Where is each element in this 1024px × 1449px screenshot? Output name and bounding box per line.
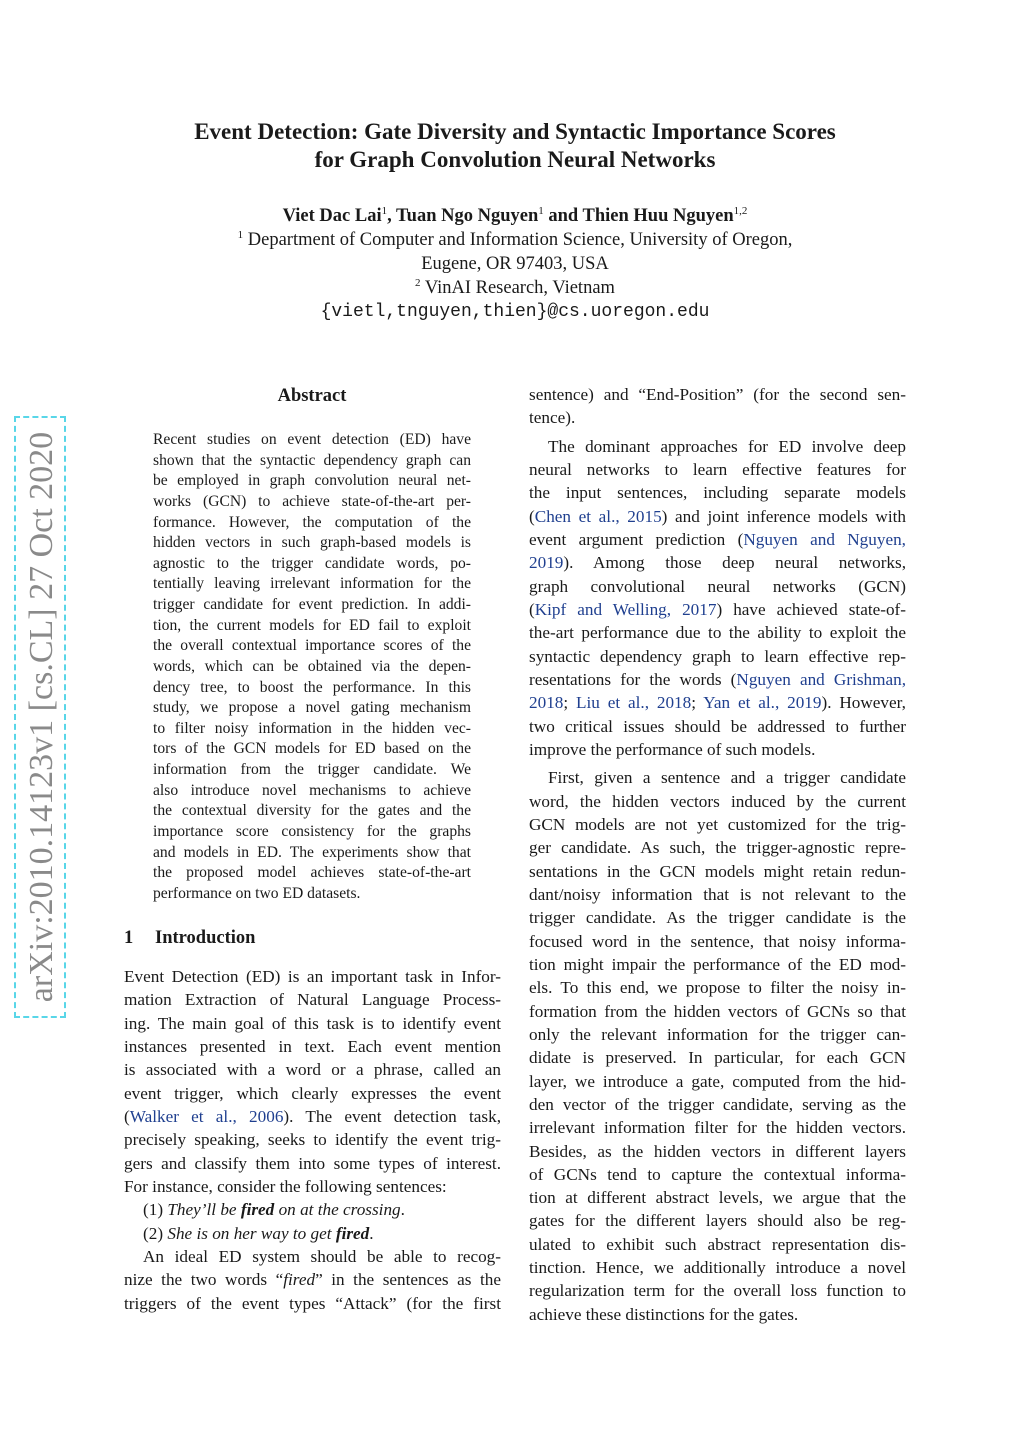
author-emails: {vietl,tnguyen,thien}@cs.uoregon.edu: [320, 302, 710, 322]
body-line: mation Extraction of Natural Language Process-: [124, 990, 501, 1010]
abstract-line: words, which can be obtained via the depen-: [153, 657, 471, 675]
body-line: den vector of the trigger candidate, serving as the: [529, 1094, 906, 1114]
abstract-line: agnostic to the trigger candidate words, po-: [153, 554, 471, 572]
citation-link[interactable]: Nguyen and Nguyen,: [743, 529, 906, 549]
abstract-line: formance. However, the computation of the: [153, 513, 471, 531]
citation-link[interactable]: Yan et al., 2019: [703, 693, 822, 713]
section-title: Introduction: [155, 928, 256, 948]
body-line: didate is preserved. In particular, for each GCN: [529, 1048, 906, 1068]
abstract-line: tentially leaving irrelevant information for the: [153, 575, 471, 593]
body-line: tion might impair the performance of the ED mod-: [529, 954, 906, 974]
affiliation-1: $^1$ Department of Computer and Information Science, University of Oregon,: [237, 229, 793, 250]
abstract-line: the overall contextual importance scores of the: [153, 637, 471, 655]
abstract-line: hidden vectors in such graph-based models is: [153, 534, 471, 552]
abstract-line: study, we propose a novel gating mechanism: [153, 699, 471, 717]
body-line: 2018; Liu et al., 2018; Yan et al., 2019). However,: [529, 693, 906, 713]
body-line: (Kipf and Welling, 2017) have achieved state-of-: [529, 599, 906, 619]
body-line: An ideal ED system should be able to recog-: [143, 1246, 501, 1266]
citation-link[interactable]: Nguyen and Grishman,: [736, 669, 906, 689]
body-line: sentations in the GCN models might retain redun-: [529, 861, 906, 881]
body-line: neural networks to learn effective features for: [529, 459, 906, 479]
body-line: of GCNs tend to capture the contextual informa-: [529, 1164, 906, 1184]
abstract-line: and models in ED. The experiments show that: [153, 843, 471, 861]
body-line: nize the two words “fired” in the sentences as the: [124, 1270, 501, 1290]
example-sentence-2: (2) She is on her way to get fired.: [143, 1223, 374, 1243]
body-line: graph convolutional neural networks (GCN): [529, 576, 906, 596]
author-2: Tuan Ngo Nguyen: [396, 206, 539, 226]
author-separator: and: [543, 206, 583, 226]
body-line: (Chen et al., 2015) and joint inference models with: [529, 506, 906, 526]
body-line: is associated with a word or a phrase, called an: [124, 1060, 501, 1080]
abstract-line: to filter noisy information in the hidden vec-: [153, 719, 471, 737]
body-line: layer, we introduce a gate, computed from the hid-: [529, 1071, 906, 1091]
abstract-line: tors of the GCN models for ED based on the: [153, 740, 471, 758]
body-line: tinction. Hence, we additionally introduce a novel: [529, 1258, 906, 1278]
author-names: [120, 204, 910, 228]
abstract-line: shown that the syntactic dependency graph can: [153, 451, 471, 469]
abstract-line: works (GCN) to achieve state-of-the-art per-: [153, 492, 471, 510]
body-line: the input sentences, including separate models: [529, 483, 906, 503]
citation-link[interactable]: Walker et al., 2006: [129, 1106, 284, 1126]
author-1: Viet Dac Lai: [282, 206, 382, 226]
abstract-line: importance score consistency for the graphs: [153, 822, 471, 840]
abstract-line: trigger candidate for event prediction. In addi-: [153, 596, 471, 613]
body-line: For instance, consider the following sentences:: [124, 1176, 447, 1196]
body-line: triggers of the event types “Attack” (for the first: [124, 1293, 501, 1313]
abstract-heading: Abstract: [277, 386, 347, 406]
affiliation-2: $^2$ VinAI Research, Vietnam: [415, 277, 615, 298]
body-line: tence).: [529, 408, 576, 428]
example-sentence-1: (1) They’ll be fired on at the crossing.: [143, 1200, 405, 1220]
citation-link[interactable]: Chen et al., 2015: [534, 506, 662, 526]
abstract-line: dency tree, to boost the performance. In this: [153, 678, 471, 696]
body-line: Besides, as the hidden vectors in different layers: [529, 1141, 906, 1161]
body-line: achieve these distinctions for the gates.: [529, 1304, 799, 1324]
body-line: event trigger, which clearly expresses the event: [124, 1083, 501, 1103]
body-line: event argument prediction (Nguyen and Nguyen,: [529, 529, 906, 549]
citation-link[interactable]: 2018: [529, 693, 564, 713]
body-line: instances presented in text. Each event mention: [124, 1036, 501, 1056]
body-line: improve the performance of such models.: [529, 739, 816, 759]
section-number: 1: [124, 928, 134, 948]
body-line: ger candidate. As such, the trigger-agnostic repre-: [529, 838, 906, 858]
affiliation-1-address: Eugene, OR 97403, USA: [421, 254, 609, 274]
abstract-line: Recent studies on event detection (ED) have: [153, 431, 471, 448]
abstract-line: also introduce novel mechanisms to achieve: [153, 781, 471, 799]
body-line: two critical issues should be addressed to further: [529, 716, 906, 736]
arxiv-stamp[interactable]: arXiv:2010.14123v1 [cs.CL] 27 Oct 2020: [23, 431, 60, 1003]
body-line: trigger candidate. As the trigger candidate is the: [529, 908, 906, 928]
body-line: (Walker et al., 2006). The event detection task,: [124, 1106, 501, 1126]
body-line: gates for the different layers should also be reg-: [529, 1211, 906, 1231]
citation-link[interactable]: Liu et al., 2018: [576, 693, 692, 713]
body-line: word, the hidden vectors induced by the current: [529, 791, 906, 811]
author-1-affiliation: 1: [381, 205, 388, 217]
body-line: dant/noisy information that is not relevant to the: [529, 884, 906, 904]
body-line: focused word in the sentence, that noisy informa-: [529, 931, 906, 951]
body-line: 2019). Among those deep neural networks,: [529, 553, 906, 573]
body-line: GCN models are not yet customized for the trig-: [529, 814, 906, 834]
author-separator: ,: [387, 206, 397, 226]
left-column: [124, 965, 501, 1315]
abstract-body: [153, 430, 471, 904]
abstract-line: the contextual diversity for the gates and the: [153, 802, 471, 820]
abstract-line: the proposed model achieves state-of-the-art: [153, 864, 471, 882]
body-line: ing. The main goal of this task is to identify event: [124, 1013, 501, 1033]
body-line: ulated to exhibit such abstract representation dis-: [529, 1234, 906, 1254]
title-line-2: for Graph Convolution Neural Networks: [314, 147, 716, 172]
author-2-affiliation: 1: [538, 205, 544, 217]
author-3-affiliation: 1,2: [733, 205, 748, 217]
body-line: the-art performance due to the ability to exploit the: [529, 623, 906, 643]
body-line: First, given a sentence and a trigger candidate: [548, 768, 906, 788]
paper-title: [120, 118, 910, 174]
body-line: regularization term for the overall loss function to: [529, 1281, 906, 1301]
citation-link[interactable]: Kipf and Welling, 2017: [534, 599, 717, 619]
body-line: resentations for the words (Nguyen and Grishman,: [529, 669, 906, 689]
body-line: els. To this end, we propose to filter the noisy in-: [529, 978, 906, 998]
body-line: only the relevant information for the trigger can-: [529, 1024, 906, 1044]
body-line: syntactic dependency graph to learn effective rep-: [529, 646, 906, 666]
right-column: [529, 383, 906, 1326]
abstract-line: tion, the current models for ED fail to exploit: [153, 616, 471, 634]
body-line: sentence) and “End-Position” (for the second sen-: [529, 385, 906, 404]
abstract-line: performance on two ED datasets.: [153, 884, 361, 902]
body-line: gers and classify them into some types of interest.: [124, 1153, 501, 1173]
body-line: precisely speaking, seeks to identify the event trig-: [124, 1130, 501, 1150]
abstract-line: be employed in graph convolution neural net-: [153, 472, 471, 490]
body-line: formation from the hidden vectors of GCNs so that: [529, 1001, 906, 1021]
section-heading-introduction: [124, 926, 500, 950]
body-line: Event Detection (ED) is an important task in Infor-: [124, 967, 501, 986]
citation-link[interactable]: 2019: [529, 553, 564, 573]
abstract-line: information from the trigger candidate. We: [153, 761, 471, 778]
body-line: irrelevant information filter for the hidden vectors.: [529, 1118, 906, 1138]
author-3: Thien Huu Nguyen: [582, 206, 734, 226]
body-line: tion at different abstract levels, we argue that the: [529, 1188, 906, 1208]
title-line-1: Event Detection: Gate Diversity and Syntactic Importance Scores: [194, 119, 836, 144]
author-block: [120, 204, 910, 324]
body-line: The dominant approaches for ED involve deep: [548, 436, 906, 456]
